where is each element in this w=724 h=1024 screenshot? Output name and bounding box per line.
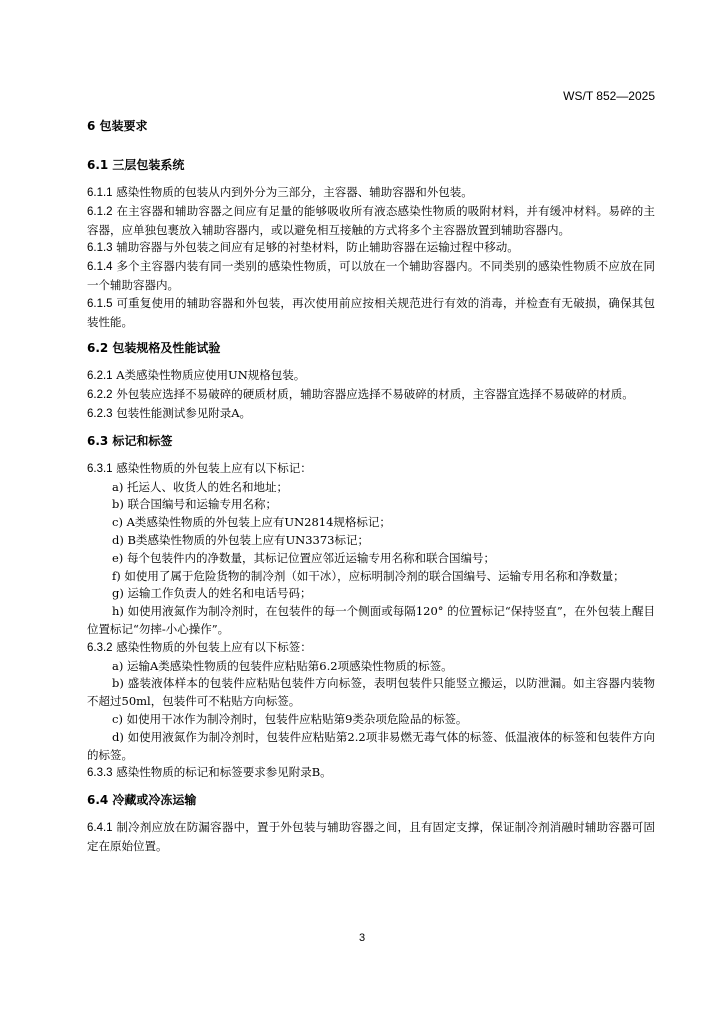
- clause-text: 包装性能测试参见附录A。: [112, 405, 252, 420]
- clause-number: 6.3.1: [87, 462, 113, 475]
- clause-text: 可重复使用的辅助容器和外包装，再次使用前应按相关规范进行有效的消毒，并检查有无破损，确保其包装性能。: [87, 295, 655, 329]
- list-item: a) 托运人、收货人的姓名和地址；: [112, 479, 288, 494]
- clause-number: 6.1.2: [87, 205, 113, 218]
- clause-6-4-1: [87, 819, 655, 856]
- subsection-title-6-4: 6.4 冷藏或冷冻运输: [87, 793, 197, 808]
- clause-number: 6.1.4: [87, 261, 113, 274]
- standard-code: WS/T 852—2025: [563, 89, 655, 103]
- list-item: e) 每个包装件内的净数量，其标记位置应邻近运输专用名称和联合国编号；: [112, 550, 495, 565]
- clause-number: 6.1.1: [87, 187, 113, 199]
- clause-number: 6.2.2: [87, 389, 113, 402]
- clause-text: 感染性物质的外包装上应有以下标签：: [112, 639, 312, 654]
- clause-6-1-3: [87, 239, 655, 258]
- subsection-title-6-2: 6.2 包装规格及性能试验: [87, 341, 221, 356]
- list-item: h) 如使用液氮作为制冷剂时，在包装件的每一个侧面或每隔120° 的位置标记“保持竖直”，在外包装上醒目位置标记“勿摔-小心操作”。: [87, 604, 655, 636]
- page-number: 3: [358, 932, 366, 944]
- list-item: g) 运输工作负责人的姓名和电话号码；: [112, 586, 312, 601]
- clause-6-1-4: [87, 258, 655, 295]
- subsection-title-6-3: 6.3 标记和标签: [87, 433, 173, 448]
- list-item: b) 盛装液体样本的包装件应粘贴包装件方向标签，表明包装件只能竖立搬运，以防泄漏。如主容器内装物不超过50ml，包装件可不粘贴方向标签。: [87, 676, 655, 709]
- clause-number: 6.1.5: [87, 297, 113, 310]
- list-item: f) 如使用了属于危险货物的制冷剂（如干冰），应标明制冷剂的联合国编号、运输专用名称和净数量；: [112, 568, 625, 583]
- clause-text: 感染性物质的外包装上应有以下标记：: [112, 460, 312, 475]
- clause-number: 6.1.3: [87, 242, 113, 255]
- clause-6-3-2: [87, 639, 655, 658]
- clause-number: 6.4.1: [87, 822, 113, 835]
- clause-number: 6.3.3: [87, 767, 113, 780]
- clause-6-3-1: [87, 460, 655, 479]
- clause-text: 在主容器和辅助容器之间应有足量的能够吸收所有液态感染性物质的吸附材料，并有缓冲材料。易碎的主容器，应单独包裹放入辅助容器内，或以避免相互接触的方式将多个主容器放置到辅助容器内。: [87, 203, 655, 237]
- clause-6-1-5: [87, 295, 655, 332]
- clause-6-2-3: [87, 405, 655, 424]
- clause-text: 感染性物质的包装从内到外分为三部分，主容器、辅助容器和外包装。: [112, 185, 473, 199]
- clause-text: 多个主容器内装有同一类别的感染性物质，可以放在一个辅助容器内。不同类别的感染性物质不应放在同一个辅助容器内。: [87, 259, 655, 292]
- clause-number: 6.3.2: [87, 641, 113, 654]
- clause-text: 感染性物质的标记和标签要求参见附录B。: [112, 765, 332, 780]
- list-item: d) B类感染性物质的外包装上应有UN3373标记；: [112, 532, 369, 547]
- clause-text: A类感染性物质应使用UN规格包装。: [112, 368, 306, 383]
- list-item: a) 运输A类感染性物质的包装件应粘贴第6.2项感染性物质的标签。: [112, 658, 453, 673]
- list-item: d) 如使用液氮作为制冷剂时，包装件应粘贴第2.2项非易燃无毒气体的标签、低温液体的标签和包装件方向的标签。: [87, 729, 655, 762]
- list-item: c) A类感染性物质的外包装上应有UN2814规格标记；: [112, 515, 391, 530]
- clause-text: 制冷剂应放在防漏容器中，置于外包装与辅助容器之间，且有固定支撑，保证制冷剂消融时辅助容器可固定在原始位置。: [87, 820, 655, 853]
- clause-6-1-1: [87, 184, 655, 203]
- clause-6-2-2: [87, 386, 655, 405]
- clause-6-1-2: [87, 203, 655, 240]
- subsection-title-6-1: 6.1 三层包装系统: [87, 158, 185, 172]
- clause-number: 6.2.3: [87, 407, 113, 420]
- clause-text: 辅助容器与外包装之间应有足够的衬垫材料，防止辅助容器在运输过程中移动。: [112, 240, 519, 255]
- list-item: b) 联合国编号和运输专用名称；: [112, 497, 278, 512]
- clause-number: 6.2.1: [87, 370, 113, 383]
- clause-text: 外包装应选择不易破碎的硬质材质，辅助容器应选择不易破碎的材质，主容器宜选择不易破碎的材质。: [112, 387, 634, 402]
- clause-6-2-1: [87, 367, 655, 386]
- section-title: 6 包装要求: [87, 119, 148, 133]
- clause-6-3-3: [87, 764, 655, 783]
- list-item: c) 如使用干冰作为制冷剂时，包装件应粘贴第9类杂项危险品的标签。: [112, 711, 468, 726]
- document-body: [87, 118, 655, 856]
